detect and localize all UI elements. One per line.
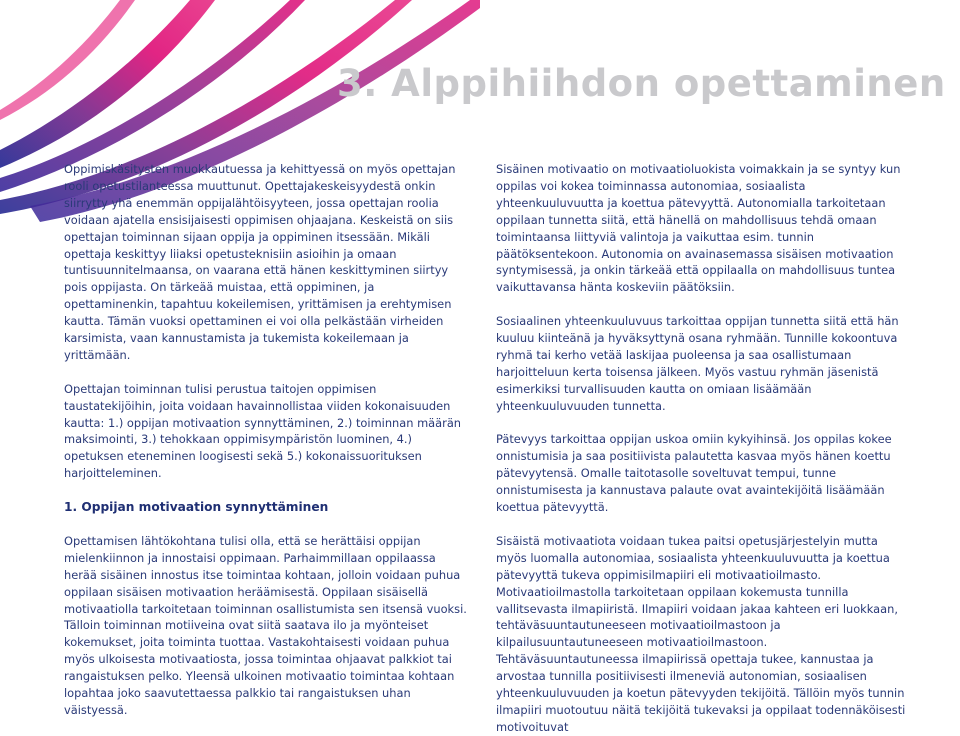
page-title: 3. Alppihiihdon opettaminen [337, 62, 946, 105]
left-paragraph-factors: Opettajan toiminnan tulisi perustua taitojen oppimisen taustatekijöihin, joita voidaan havainnollistaa viiden kokonaisuuden kautta: 1.) oppijan motivaation synnyttäminen, 2.) toiminnan määrän maksimointi, 3.) tehokkaan oppimisympäristön luominen, 4.) opetuksen eteneminen loogisesti sekä 5.) kokonaissuorituksen harjoitteleminen. [64, 381, 462, 481]
right-paragraph-intrinsic: Sisäinen motivaatio on motivaatioluokista voimakkain ja se syntyy kun oppilas voi kokea toiminnassa autonomiaa, sosiaalista yhteenkuuluvuutta ja koettua pätevyyttä. Autonomialla tarkoitetaan oppilaan tunnetta siitä, että hänellä on mahdollisuus tehdä omaan toimintaansa liittyviä valintoja ja vaikuttaa esim. tunnin päätöksentekoon. Autonomia on avainasemassa sisäisen motivaation syntymisessä, ja onkin tärkeää että oppilaalla on mahdollisuus tuntea vaikuttavansa hänta koskeviin päätöksiin. [496, 162, 901, 295]
section-heading-motivation: 1. Oppijan motivaation synnyttäminen [64, 500, 329, 515]
right-paragraph-climate: Sisäistä motivaatiota voidaan tukea paitsi opetusjärjestelyin mutta myös luomalla autonomiaa, sosiaalista yhteenkuuluvuutta ja koettua pätevyyttä tukeva oppimisilmapiiri eli motivaatioilmasto. Motivaatioilmastolla tarkoitetaan oppilaan kokemusta tunnilla vallitsevasta ilmapiiristä. Ilmapiiri voidaan jakaa kahteen eri luokkaan, tehtäväsuuntautuneeseen motivaatioilmastoon ja kilpailusuuntautuneeseen motivaatioilmastoon. Tehtäväsuuntautuneessa ilmapiirissä opettaja tukee, kannustaa ja arvostaa tunnilla positiivisesti ilmeneviä autonomian, sosiaalisen yhteenkuuluvuuden ja koetun pätevyyden tekijöitä. Tällöin myös tunnin ilmapiiri muotoutuu näitä tekijöitä tukevaksi ja oppilaat todennäköisesti motivoituvat [496, 533, 906, 734]
left-paragraph-intro: Oppimiskäsitysten muokkautuessa ja kehittyessä on myös opettajan rooli opetustilanteessa muuttunut. Opettajakeskeisyydestä onkin siirrytty yhä enemmän oppijalähtöisyyteen, jossa opettajan roolia voidaan ajatella ensisijaisesti oppimisen ohjaajana. Keskeistä on siis opettajan toiminnan sijaan oppija ja oppiminen itsessään. Mikäli opettaja keskittyy liiaksi opetusteknisiin asioihin ja omaan tuntisuunnitelmaansa, on vaarana että hänen keskittyminen siirtyy pois oppijasta. On tärkeää muistaa, että oppiminen, ja opettaminenkin, tapahtuu kokeilemisen, yrittämisen ja erehtymisen kautta. Tämän vuoksi opettaminen ei voi olla pelkästään virheiden karsimista, vaan kannustamista ja tukemista kokeilemaan ja yrittämään. [64, 162, 456, 362]
left-column [64, 161, 470, 719]
right-column [496, 161, 906, 736]
right-paragraph-competence: Pätevyys tarkoittaa oppijan uskoa omiin kykyihinsä. Jos oppilas kokee onnistumisia ja saa positiivista palautetta kasvaa myös hänen koettu pätevyytensä. Omalle taitotasolle soveltuvat tempui, tunne onnistumisesta ja kannustava palaute ovat avaintekijöitä lisäämään koettua pätevyyttä. [496, 432, 892, 515]
right-paragraph-social: Sosiaalinen yhteenkuuluvuus tarkoittaa oppijan tunnetta siitä että hän kuuluu kiinteänä ja hyväksyttynä osana ryhmään. Tunnille kokoontuva ryhmä tai kerho vetää laskijaa puoleensa ja saa osallistumaan harjoitteluun kerta toisensa jälkeen. Myös vastuu ryhmän jäsenistä esimerkiksi turvallisuuden kautta on omiaan lisäämään yhteenkuuluvuuden tunnetta. [496, 314, 899, 413]
left-paragraph-motivation: Opettamisen lähtökohtana tulisi olla, että se herättäisi oppijan mielenkiinnon ja innostaisi oppimaan. Parhaimmillaan oppilaassa herää sisäinen innostus itse toimintaa kohtaan, jolloin voidaan puhua oppilaan sisäisen motivaation heräämisestä. Oppilaan sisäisellä motivaatiolla tarkoitetaan toiminnan osallistumista sen itsensä vuoksi. Tälloin toiminnan motiiveina ovat siitä saatava ilo ja myönteiset kokemukset, joita toiminta tuottaa. Vastakohtaisesti voidaan puhua myös ulkoisesta motivaatiosta, jossa toimintaa ohjaavat palkkiot tai rangaistuksen pelko. Yleensä ulkoinen motivaatio toimintaa kohtaan lopahtaa joko saavutettaessa palkkio tai rangaistuksen uhan väistyessä. [64, 533, 467, 717]
